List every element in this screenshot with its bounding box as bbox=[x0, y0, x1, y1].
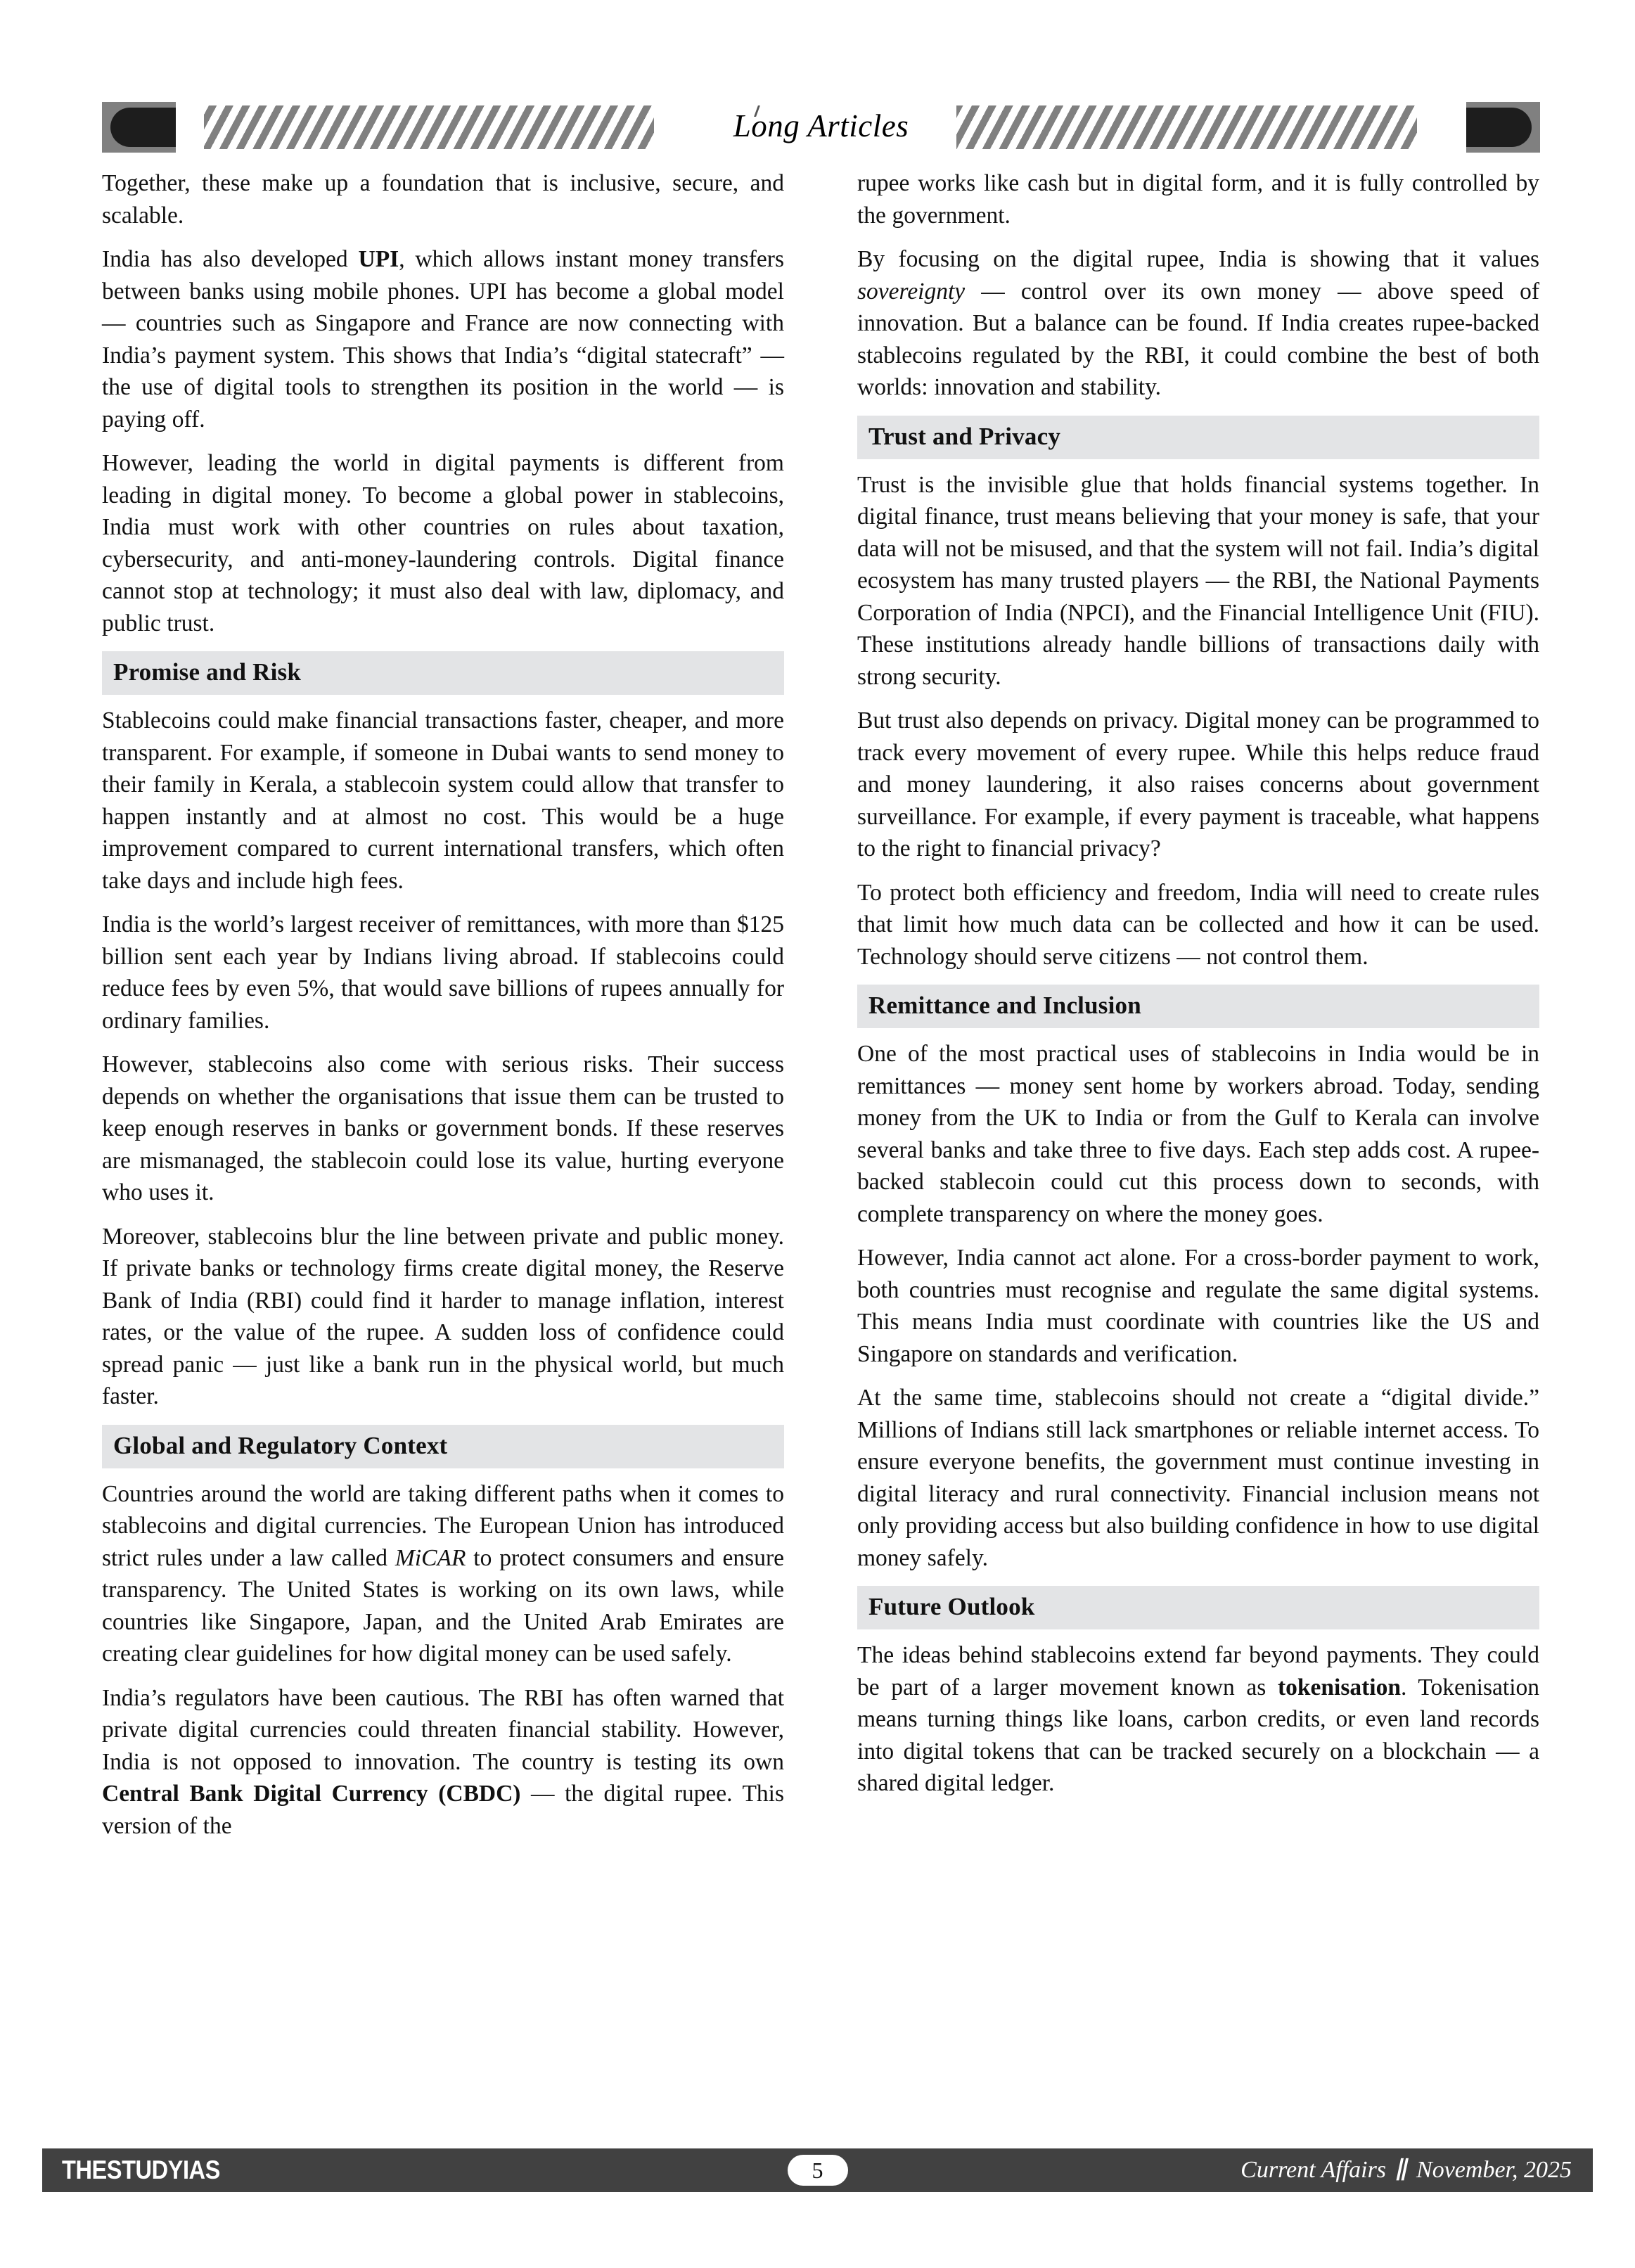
paragraph bbox=[857, 167, 1539, 231]
text-run: Countries around the world are taking different paths when it comes to stablecoins and digital currencies. The European Union has introduced strict rules under a law called bbox=[102, 1480, 784, 1571]
text-run: The ideas behind stablecoins extend far beyond payments. They could be part of a larger movement known as bbox=[857, 1642, 1539, 1700]
paragraph bbox=[857, 877, 1539, 973]
bold-term: UPI bbox=[358, 246, 399, 272]
text-run: However, stablecoins also come with serious risks. Their success depends on whether the organisations that issue them can be trusted to keep enough reserves in banks or government bonds. If these reserves are mismanaged, the stablecoin could lose its value, hurting everyone who uses it. bbox=[102, 1051, 784, 1205]
text-run: India is the world’s largest receiver of remittances, with more than $125 billion sent each year by Indians living abroad. If stablecoins could reduce fees by even 5%, that would save billions of rupees annually for ordinary families. bbox=[102, 911, 784, 1034]
bold-term: tokenisation bbox=[1277, 1674, 1401, 1700]
text-run: Stablecoins could make financial transactions faster, cheaper, and more transparent. For example, if someone in Dubai wants to send money to their family in Kerala, a stablecoin system could allow that transfer to happen instantly and at almost no cost. This would be a huge improvement compared to current international transfers, which often take days and include high fees. bbox=[102, 707, 784, 894]
paragraph bbox=[857, 1038, 1539, 1230]
text-run: India’s regulators have been cautious. The RBI has often warned that private digital currencies could threaten financial stability. However, India is not opposed to innovation. The country is testing its own bbox=[102, 1684, 784, 1775]
text-run: Together, these make up a foundation that is inclusive, secure, and scalable. bbox=[102, 170, 784, 229]
text-run: However, leading the world in digital payments is different from leading in digital money. To become a global power in stablecoins, India must work with other countries on rules about taxation, cybersecurity, and anti-money-laundering controls. Digital finance cannot stop at technology; it must also deal with law, diplomacy, and public trust. bbox=[102, 450, 784, 636]
paragraph bbox=[102, 705, 784, 897]
page-title: Long Articles bbox=[733, 108, 909, 143]
paragraph bbox=[102, 167, 784, 231]
right-column-sections bbox=[857, 416, 1539, 1800]
text-run: By focusing on the digital rupee, India is showing that it values bbox=[857, 246, 1539, 272]
left-column-sections bbox=[102, 651, 784, 1842]
italic-term: MiCAR bbox=[395, 1544, 466, 1571]
page-number-badge: 5 bbox=[788, 2155, 848, 2186]
paragraph bbox=[102, 1049, 784, 1209]
text-run: India has also developed bbox=[102, 246, 359, 272]
text-run: , which allows instant money transfers between banks using mobile phones. UPI has become a global model — countries such as Singapore and France are now connecting with India’s payment system. This shows that India’s “digital statecraft” — the use of digital tools to strengthen its position in the world — is paying off. bbox=[102, 246, 784, 433]
paragraph bbox=[857, 1242, 1539, 1370]
footer-issue-date: November, 2025 bbox=[1416, 2157, 1572, 2183]
left-column-intro bbox=[102, 167, 784, 639]
section-heading: Global and Regulatory Context bbox=[102, 1425, 784, 1468]
text-run: But trust also depends on privacy. Digital money can be programmed to track every movement of every rupee. While this helps reduce fraud and money laundering, it also raises concerns about government surveillance. For example, if every payment is traceable, what happens to the right to financial privacy? bbox=[857, 707, 1539, 861]
paragraph bbox=[102, 909, 784, 1037]
paragraph bbox=[102, 447, 784, 639]
paragraph bbox=[102, 1478, 784, 1670]
section-heading: Future Outlook bbox=[857, 1586, 1539, 1629]
right-column-intro bbox=[857, 167, 1539, 404]
text-run: One of the most practical uses of stablecoins in India would be in remittances — money sent home by workers abroad. Today, sending money from the UK to India or from the Gulf to Kerala can involve several banks and take three to five days. Each step adds cost. A rupee-backed stablecoin could cut this process down to seconds, with complete transparency on where the money goes. bbox=[857, 1041, 1539, 1227]
text-run: . Tokenisation means turning things like loans, carbon credits, or even land records into digital tokens that can be tracked securely on a blockchain — a shared digital ledger. bbox=[857, 1674, 1539, 1796]
text-run: At the same time, stablecoins should not create a “digital divide.” Millions of Indians still lack smartphones or reliable internet access. To ensure everyone benefits, the government must continue investing in digital literacy and rural connectivity. Financial inclusion means not only providing access but also building confidence in how to use digital money safely. bbox=[857, 1385, 1539, 1571]
section-heading: Remittance and Inclusion bbox=[857, 985, 1539, 1028]
footer-separator-icon: ∥ bbox=[1392, 2158, 1409, 2184]
left-column bbox=[102, 167, 784, 2073]
paragraph bbox=[857, 243, 1539, 404]
section-heading: Trust and Privacy bbox=[857, 416, 1539, 459]
italic-term: sovereignty bbox=[857, 278, 966, 305]
paragraph bbox=[857, 1639, 1539, 1800]
text-run: rupee works like cash but in digital form, and it is fully controlled by the government. bbox=[857, 170, 1539, 229]
paragraph bbox=[102, 243, 784, 435]
text-run: Trust is the invisible glue that holds financial systems together. In digital finance, trust means believing that your money is safe, that your data will not be misused, and that the system will not fail. India’s digital ecosystem has many trusted players — the RBI, the National Payments Corporation of India (NPCI), and the Financial Intelligence Unit (FIU). These institutions already handle billions of transactions daily with strong security. bbox=[857, 471, 1539, 690]
section-heading: Promise and Risk bbox=[102, 651, 784, 695]
footer-publication: Current Affairs bbox=[1240, 2157, 1387, 2183]
paragraph bbox=[857, 469, 1539, 693]
paragraph bbox=[857, 1382, 1539, 1574]
footer-brand: THESTUDYIAS bbox=[62, 2155, 220, 2184]
article-body bbox=[102, 167, 1540, 2073]
text-run: — the digital rupee. This version of the bbox=[102, 1781, 784, 1839]
bold-term: Central Bank Digital Currency (CBDC) bbox=[102, 1781, 521, 1807]
paragraph bbox=[102, 1682, 784, 1843]
text-run: To protect both efficiency and freedom, India will need to create rules that limit how much data can be collected and how it can be used. Technology should serve citizens — not control them. bbox=[857, 879, 1539, 970]
footer-issue-info bbox=[1240, 2156, 1572, 2184]
page-footer bbox=[42, 2148, 1593, 2192]
text-run: to protect consumers and ensure transparency. The United States is working on its own laws, while countries like Singapore, Japan, and the United Arab Emirates are creating clear guidelines for how digital money can be used safely. bbox=[102, 1544, 784, 1667]
page-header bbox=[102, 100, 1540, 155]
text-run: — control over its own money — above speed of innovation. But a balance can be found. If India creates rupee-backed stablecoins regulated by the RBI, it could combine the best of both worlds: innovation and stability. bbox=[857, 278, 1539, 400]
paragraph bbox=[857, 705, 1539, 865]
text-run: However, India cannot act alone. For a cross-border payment to work, both countries must recognise and regulate the same digital systems. This means India must coordinate with countries like the US and Singapore on standards and verification. bbox=[857, 1245, 1539, 1367]
right-column bbox=[857, 167, 1539, 2073]
text-run: Moreover, stablecoins blur the line between private and public money. If private banks or technology firms create digital money, the Reserve Bank of India (RBI) could find it harder to manage inflation, interest rates, or the value of the rupee. A sudden loss of confidence could spread panic — just like a bank run in the physical world, but much faster. bbox=[102, 1223, 784, 1409]
paragraph bbox=[102, 1221, 784, 1413]
